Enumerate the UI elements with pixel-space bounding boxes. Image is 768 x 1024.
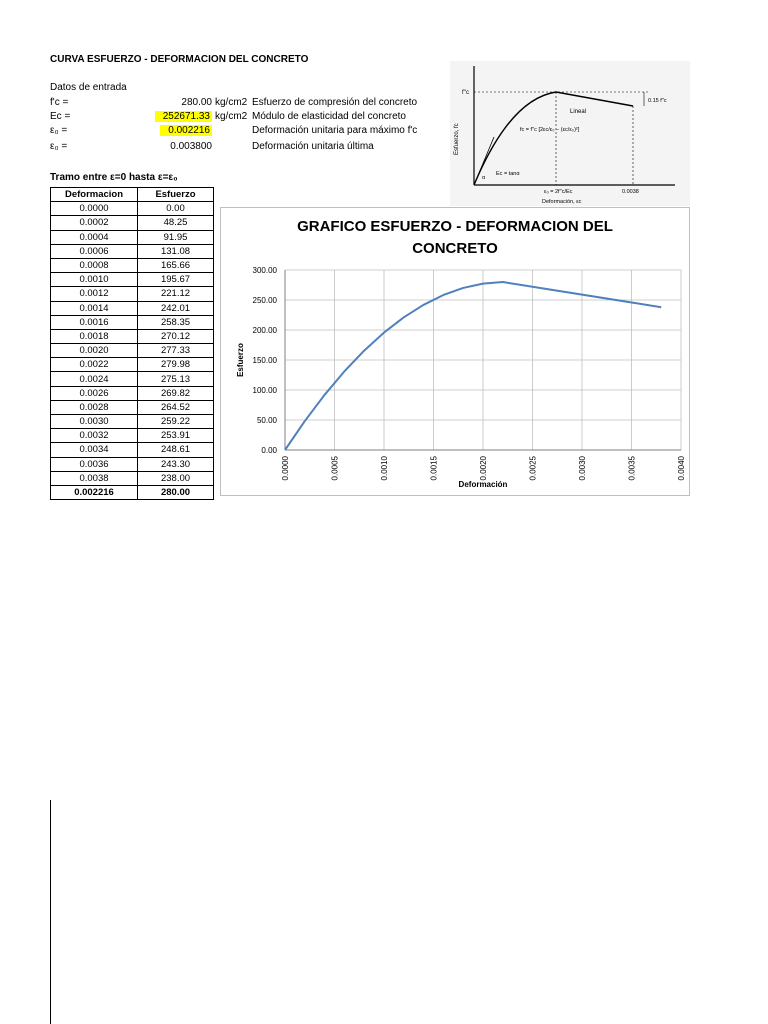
table-row (51, 443, 214, 457)
cell-esfuerzo: 242.01 (138, 301, 214, 315)
ref-linear-label: Lineal (570, 109, 587, 115)
cell-esfuerzo: 243.30 (138, 457, 214, 471)
cell-esfuerzo: 259.22 (138, 415, 214, 429)
table-row (51, 471, 214, 485)
ref-ec-label: Ec = tanα (496, 171, 520, 177)
input-value-text: 0.002216 (160, 125, 212, 136)
cell-deformacion: 0.0010 (51, 273, 138, 287)
cell-deformacion: 0.0016 (51, 315, 138, 329)
y-tick-label: 0.00 (261, 446, 277, 455)
cell-esfuerzo: 279.98 (138, 358, 214, 372)
table-row (51, 301, 214, 315)
x-tick-label: 0.0035 (627, 456, 637, 481)
header-deformacion: Deformacion (51, 188, 138, 202)
table-header-row (51, 188, 214, 202)
inputs-heading: Datos de entrada (50, 82, 127, 93)
table-row (51, 287, 214, 301)
input-unit: kg/cm2 (215, 111, 248, 122)
table-row (51, 457, 214, 471)
ref-peak-label: f''c (462, 90, 469, 96)
x-tick-label: 0.0030 (578, 456, 587, 481)
input-label: f'c = (50, 97, 69, 108)
data-table (50, 187, 214, 500)
cell-deformacion: 0.0012 (51, 287, 138, 301)
input-value-text: 280.00 (181, 97, 212, 108)
cell-esfuerzo: 48.25 (138, 216, 214, 230)
cell-esfuerzo: 264.52 (138, 400, 214, 414)
stress-strain-chart (221, 208, 689, 495)
ref-drop-label: 0.15 f''c (648, 98, 667, 104)
cell-deformacion: 0.0032 (51, 429, 138, 443)
page-border-line (50, 800, 51, 1024)
input-value (92, 111, 212, 122)
header-esfuerzo: Esfuerzo (138, 188, 214, 202)
chart-title: CONCRETO (412, 240, 498, 257)
cell-deformacion: 0.0018 (51, 329, 138, 343)
cell-deformacion: 0.0002 (51, 216, 138, 230)
cell-esfuerzo: 277.33 (138, 344, 214, 358)
cell-deformacion: 0.0022 (51, 358, 138, 372)
sheet-title: CURVA ESFUERZO - DEFORMACION DEL CONCRETO (50, 54, 309, 65)
table-row (51, 358, 214, 372)
cell-esfuerzo: 91.95 (138, 230, 214, 244)
table-row (51, 415, 214, 429)
input-description: Módulo de elasticidad del concreto (252, 111, 406, 122)
table-row (51, 273, 214, 287)
cell-deformacion: 0.0026 (51, 386, 138, 400)
ref-e0-label: ε₀ = 2f''c/Ec (544, 189, 573, 195)
x-tick-label: 0.0020 (479, 456, 488, 481)
y-tick-label: 50.00 (256, 416, 277, 425)
y-tick-label: 100.00 (252, 386, 277, 395)
cell-deformacion: 0.002216 (51, 485, 138, 499)
input-description: Esfuerzo de compresión del concreto (252, 97, 418, 108)
cell-deformacion: 0.0034 (51, 443, 138, 457)
cell-deformacion: 0.0014 (51, 301, 138, 315)
cell-esfuerzo: 280.00 (138, 485, 214, 499)
cell-esfuerzo: 131.08 (138, 244, 214, 258)
cell-esfuerzo: 269.82 (138, 386, 214, 400)
table-row (51, 485, 214, 499)
table-row (51, 344, 214, 358)
cell-esfuerzo: 270.12 (138, 329, 214, 343)
table-row (51, 258, 214, 272)
cell-deformacion: 0.0004 (51, 230, 138, 244)
cell-deformacion: 0.0030 (51, 415, 138, 429)
table-row (51, 216, 214, 230)
y-tick-label: 150.00 (252, 356, 277, 365)
input-value (92, 97, 212, 108)
x-tick-label: 0.0025 (528, 456, 538, 481)
cell-esfuerzo: 165.66 (138, 258, 214, 272)
reference-figure (450, 61, 690, 206)
y-tick-label: 250.00 (252, 296, 277, 305)
x-tick-label: 0.0005 (330, 456, 340, 481)
input-value (92, 125, 212, 136)
table-row (51, 315, 214, 329)
cell-esfuerzo: 221.12 (138, 287, 214, 301)
table-row (51, 386, 214, 400)
cell-esfuerzo: 275.13 (138, 372, 214, 386)
x-axis-label: Deformación (458, 480, 508, 489)
x-tick-label: 0.0015 (429, 456, 439, 481)
cell-esfuerzo: 258.35 (138, 315, 214, 329)
cell-esfuerzo: 248.61 (138, 443, 214, 457)
ref-x-label: Deformación, εc (542, 199, 582, 205)
y-tick-label: 300.00 (252, 266, 277, 275)
cell-deformacion: 0.0020 (51, 344, 138, 358)
cell-esfuerzo: 253.91 (138, 429, 214, 443)
input-value (92, 141, 212, 152)
cell-deformacion: 0.0024 (51, 372, 138, 386)
section-title: Tramo entre ε=0 hasta ε=ε₀ (50, 172, 178, 183)
table-row (51, 400, 214, 414)
table-row (51, 429, 214, 443)
cell-esfuerzo: 238.00 (138, 471, 214, 485)
cell-deformacion: 0.0008 (51, 258, 138, 272)
table-row (51, 230, 214, 244)
chart-title: GRAFICO ESFUERZO - DEFORMACION DEL (297, 218, 613, 235)
x-tick-label: 0.0000 (281, 456, 290, 481)
input-label: ε₀ = (50, 141, 68, 152)
cell-deformacion: 0.0036 (51, 457, 138, 471)
table-row (51, 202, 214, 216)
input-value-text: 252671.33 (155, 111, 212, 122)
table-row (51, 244, 214, 258)
table-row (51, 372, 214, 386)
ref-alpha-label: α (482, 175, 486, 181)
y-tick-label: 200.00 (252, 326, 277, 335)
input-value-text: 0.003800 (170, 141, 212, 152)
y-axis-label: Esfuerzo (236, 343, 245, 377)
cell-deformacion: 0.0038 (51, 471, 138, 485)
x-tick-label: 0.0040 (677, 456, 686, 481)
chart-frame (220, 207, 690, 496)
cell-deformacion: 0.0006 (51, 244, 138, 258)
input-description: Deformación unitaria última (252, 141, 374, 152)
cell-esfuerzo: 0.00 (138, 202, 214, 216)
cell-deformacion: 0.0000 (51, 202, 138, 216)
input-label: ε₀ = (50, 125, 68, 136)
input-label: Ec = (50, 111, 71, 122)
ref-ult-label: 0.0038 (622, 189, 639, 195)
x-tick-label: 0.0010 (380, 456, 389, 481)
input-description: Deformación unitaria para máximo f'c (252, 125, 418, 136)
cell-deformacion: 0.0028 (51, 400, 138, 414)
ref-y-label: Esfuerzo, fc (454, 123, 460, 155)
cell-esfuerzo: 195.67 (138, 273, 214, 287)
ref-eq-label: fc = f''c [2εc/ε₀ − (εc/ε₀)²] (520, 127, 580, 133)
input-unit: kg/cm2 (215, 97, 248, 108)
table-row (51, 329, 214, 343)
series-line (285, 282, 661, 450)
